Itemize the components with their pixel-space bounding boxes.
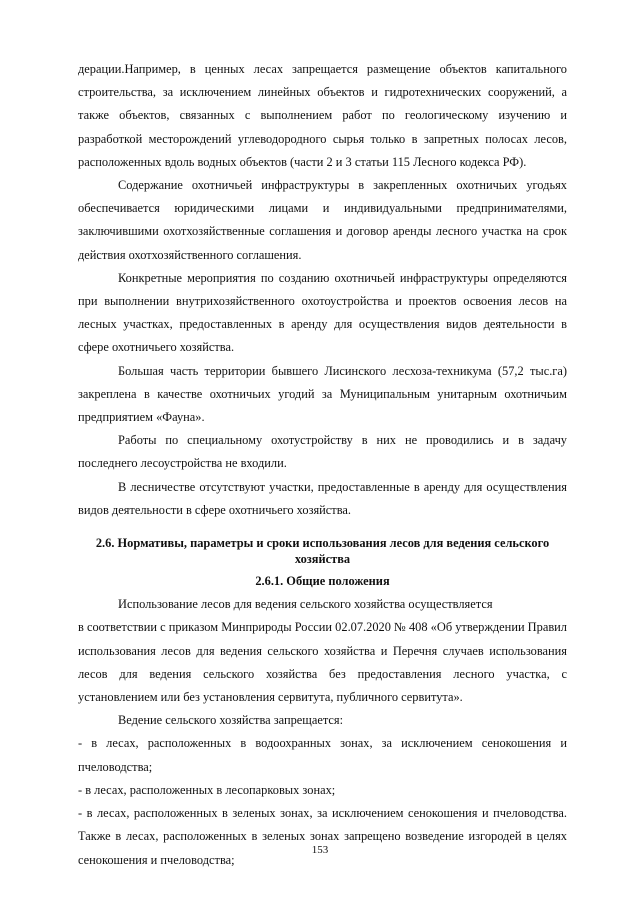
paragraph-agriculture-use: Использование лесов для ведения сельского хозяйства осуществляется — [118, 597, 493, 612]
paragraph-lisino-territory: Большая часть территории бывшего Лисинского лесхоза-техникума (57,2 тыс.га) закреплена в качестве охотничьих угодий за Муниципальным унитарным охотничьим предприятием «Фауна». — [78, 363, 567, 425]
paragraph-prohibited-intro: Ведение сельского хозяйства запрещается: — [118, 713, 344, 728]
paragraph-specific-measures: Конкретные мероприятия по созданию охотничьей инфраструктуры определяются при выполнении внутрихозяйственного охотоустройства и проектов освоения лесов на лесных участках, предоставленных в аренду для осуществления видов деятельности в сфере охотничьего хозяйства. — [78, 270, 567, 355]
paragraph-hunting-infrastructure: Содержание охотничьей инфраструктуры в закрепленных охотничьих угодьях обеспечивается юридическими лицами и индивидуальными предпринимателями, заключившими охотхозяйственные соглашения и договор аренды лесного участка на срок действия охотхозяйственного соглашения. — [78, 178, 567, 262]
paragraph-special-survey: Работы по специальному охотустройству в них не проводились и в задачу последнего лесоустройства не входили. — [78, 433, 567, 471]
page-body — [78, 58, 567, 872]
list-item-water-protection: - в лесах, расположенных в водоохранных зонах, за исключением сенокошения и пчеловодства; — [78, 736, 567, 774]
paragraph-no-leased-plots: В лесничестве отсутствуют участки, предоставленные в аренду для осуществления видов деятельности в сфере охотничьего хозяйства. — [78, 479, 567, 517]
paragraph-order-reference: в соответствии с приказом Минприроды России 02.07.2020 № 408 «Об утверждении Правил использования лесов для ведения сельского хозяйства и Перечня случаев использования лесов для ведения сельского хозяйства без предоставления лесного участка, с установлением или без установления сервитута, публичного сервитута». — [78, 620, 567, 705]
paragraph-continuation: дерации.Например, в ценных лесах запрещается размещение объектов капитального строительства, за исключением линейных объектов и гидротехнических сооружений, а также объектов, связанных с выполнением работ по геологическому изучению и разработкой месторождений углеводородного сырья только в запретных полосах лесов, расположенных вдоль водных объектов (части 2 и 3 статьи 115 Лесного кодекса РФ). — [78, 62, 567, 169]
list-item-forest-park: - в лесах, расположенных в лесопарковых зонах; — [78, 782, 336, 797]
list-item-green-zones: - в лесах, расположенных в зеленых зонах, за исключением сенокошения и пчеловодства. Также в лесах, расположенных в зеленых зонах запрещено возведение изгородей в целях сенокошения и пчеловодства; — [78, 806, 567, 867]
page-number: 153 — [311, 844, 329, 856]
subsection-heading: 2.6.1. Общие положения — [255, 574, 390, 589]
section-heading: 2.6. Нормативы, параметры и сроки использования лесов для ведения сельского хозяйства — [95, 536, 550, 566]
